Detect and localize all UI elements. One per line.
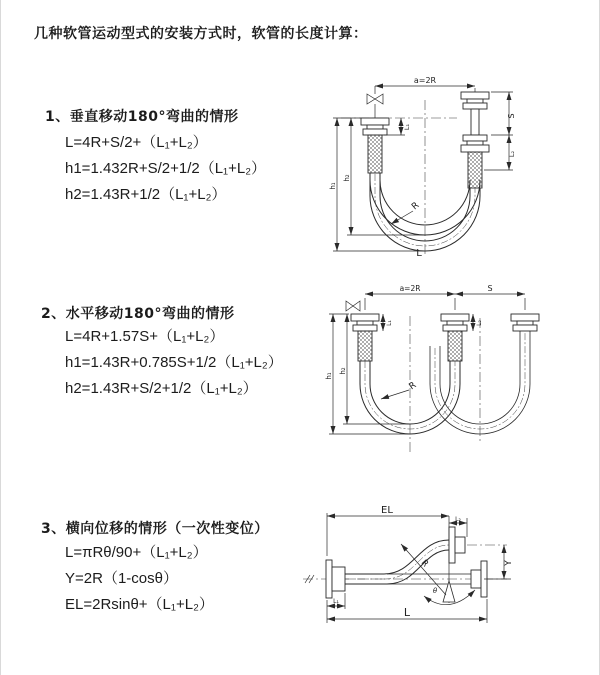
section-3-formulas <box>65 540 214 618</box>
formula-line: Y=2R（1-cosθ） <box>65 570 178 587</box>
valve-symbol <box>367 88 383 118</box>
dimension-lines <box>333 86 513 251</box>
dim-label-a2r: a=2R <box>413 76 437 85</box>
left-pipe-fitting <box>351 314 379 361</box>
dim-label-h1: h₁ <box>329 182 337 190</box>
dim-label-y: Y <box>504 560 514 566</box>
hose-outline-position-2 <box>430 331 530 434</box>
section-3-heading: 3、横向位移的情形（一次性变位） <box>41 521 269 537</box>
right-pipe-fitting <box>511 314 539 331</box>
section-2-formulas <box>65 324 283 402</box>
formula-line: L=4R+S/2+（L₁+L₂） <box>65 134 208 151</box>
diagram-vertical-180-bend <box>317 74 585 258</box>
dim-label-l1: L₁ <box>386 320 393 326</box>
section-1-formulas <box>65 130 266 208</box>
dim-label-s: S <box>487 284 493 293</box>
hose-curved-position <box>345 540 449 584</box>
dim-label-l2: L₂ <box>455 516 461 523</box>
dim-label-l2: L₂ <box>508 150 516 158</box>
radius-label: R <box>418 558 431 570</box>
diagram-horizontal-180-bend <box>313 284 585 458</box>
formula-line: h1=1.432R+S/2+1/2（L₁+L₂） <box>65 160 267 177</box>
diagram-lateral-displacement <box>299 503 596 641</box>
theta-label: θ <box>432 587 438 595</box>
formula-line: h2=1.43R+S/2+1/2（L₁+L₂） <box>65 380 258 397</box>
dim-label-h2: h₂ <box>343 174 351 182</box>
formula-line: h2=1.43R+1/2（L₁+L₂） <box>65 186 227 203</box>
dim-label-h1: h₁ <box>325 372 333 380</box>
dim-label-el: EL <box>381 505 393 516</box>
dim-label-l1: L₁ <box>333 598 339 605</box>
left-pipe-fitting <box>361 118 389 173</box>
upper-flange <box>449 527 465 563</box>
dim-label-l1: L₁ <box>403 123 411 131</box>
section-2-heading: 2、水平移动180°弯曲的情形 <box>41 306 235 322</box>
radius-label: R <box>407 380 419 393</box>
left-flange <box>326 560 345 598</box>
dim-label-l: L <box>416 248 422 259</box>
formula-line: h1=1.43R+0.785S+1/2（L₁+L₂） <box>65 354 283 371</box>
middle-pipe-fitting <box>441 314 469 361</box>
dim-label-s: S <box>507 113 516 119</box>
valve-symbol <box>346 301 360 311</box>
centerlines <box>410 316 480 452</box>
formula-line: EL=2Rsinθ+（L₁+L₂） <box>65 596 214 613</box>
right-pipe-fitting <box>461 92 489 188</box>
radius-label: R <box>410 200 422 213</box>
dim-label-l2: L₂ <box>476 320 483 326</box>
dim-label-a2r: a=2R <box>399 284 421 293</box>
dim-label-l: L <box>403 606 411 619</box>
page-title: 几种软管运动型式的安装方式时，软管的长度计算： <box>34 26 368 42</box>
dim-label-h2: h₂ <box>339 367 347 375</box>
formula-line: L=4R+1.57S+（L₁+L₂） <box>65 328 225 345</box>
formula-line: L=πRθ/90+（L₁+L₂） <box>65 544 208 561</box>
section-1-heading: 1、垂直移动180°弯曲的情形 <box>45 109 239 125</box>
